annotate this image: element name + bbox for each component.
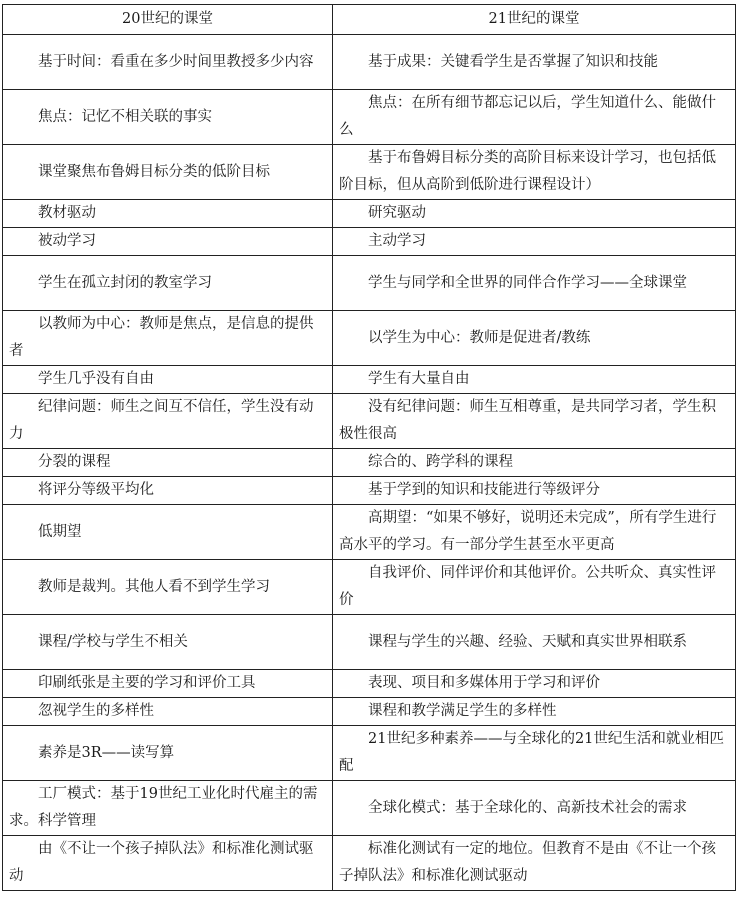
cell-20th: 素养是3R——读写算 bbox=[3, 726, 333, 781]
table-row bbox=[3, 228, 736, 256]
comparison-table bbox=[2, 4, 736, 891]
cell-21st: 没有纪律问题：师生互相尊重，是共同学习者，学生积极性很高 bbox=[333, 394, 736, 449]
table-row bbox=[3, 477, 736, 505]
table-row bbox=[3, 394, 736, 449]
cell-21st: 主动学习 bbox=[333, 228, 736, 256]
cell-20th: 学生在孤立封闭的教室学习 bbox=[3, 256, 333, 311]
table-row bbox=[3, 560, 736, 615]
cell-20th: 以教师为中心：教师是焦点，是信息的提供者 bbox=[3, 311, 333, 366]
table-row bbox=[3, 35, 736, 90]
header-20th-century: 20世纪的课堂 bbox=[3, 5, 333, 35]
cell-21st: 学生与同学和全世界的同伴合作学习——全球课堂 bbox=[333, 256, 736, 311]
cell-20th: 分裂的课程 bbox=[3, 449, 333, 477]
cell-21st: 课程和教学满足学生的多样性 bbox=[333, 698, 736, 726]
table-row bbox=[3, 145, 736, 200]
cell-21st: 研究驱动 bbox=[333, 200, 736, 228]
cell-21st: 高期望：“如果不够好，说明还未完成”，所有学生进行高水平的学习。有一部分学生甚至水平更高 bbox=[333, 505, 736, 560]
cell-21st: 基于成果：关键看学生是否掌握了知识和技能 bbox=[333, 35, 736, 90]
table-row bbox=[3, 726, 736, 781]
table-row bbox=[3, 615, 736, 670]
cell-21st: 表现、项目和多媒体用于学习和评价 bbox=[333, 670, 736, 698]
cell-20th: 学生几乎没有自由 bbox=[3, 366, 333, 394]
table-row bbox=[3, 836, 736, 891]
cell-20th: 焦点：记忆不相关联的事实 bbox=[3, 90, 333, 145]
cell-20th: 教材驱动 bbox=[3, 200, 333, 228]
cell-21st: 课程与学生的兴趣、经验、天赋和真实世界相联系 bbox=[333, 615, 736, 670]
table-row bbox=[3, 311, 736, 366]
cell-21st: 自我评价、同伴评价和其他评价。公共听众、真实性评价 bbox=[333, 560, 736, 615]
cell-20th: 由《不让一个孩子掉队法》和标准化测试驱动 bbox=[3, 836, 333, 891]
cell-21st: 学生有大量自由 bbox=[333, 366, 736, 394]
cell-20th: 基于时间：看重在多少时间里教授多少内容 bbox=[3, 35, 333, 90]
cell-20th: 低期望 bbox=[3, 505, 333, 560]
cell-20th: 被动学习 bbox=[3, 228, 333, 256]
cell-20th: 课程/学校与学生不相关 bbox=[3, 615, 333, 670]
cell-20th: 工厂模式：基于19世纪工业化时代雇主的需求。科学管理 bbox=[3, 781, 333, 836]
cell-20th: 纪律问题：师生之间互不信任，学生没有动力 bbox=[3, 394, 333, 449]
table-row bbox=[3, 256, 736, 311]
table-row bbox=[3, 366, 736, 394]
table-row bbox=[3, 698, 736, 726]
table-row bbox=[3, 90, 736, 145]
cell-21st: 21世纪多种素养——与全球化的21世纪生活和就业相匹配 bbox=[333, 726, 736, 781]
header-21st-century: 21世纪的课堂 bbox=[333, 5, 736, 35]
table-row bbox=[3, 670, 736, 698]
table-row bbox=[3, 505, 736, 560]
header-row bbox=[3, 5, 736, 35]
cell-21st: 综合的、跨学科的课程 bbox=[333, 449, 736, 477]
cell-20th: 印刷纸张是主要的学习和评价工具 bbox=[3, 670, 333, 698]
cell-20th: 忽视学生的多样性 bbox=[3, 698, 333, 726]
cell-20th: 教师是裁判。其他人看不到学生学习 bbox=[3, 560, 333, 615]
cell-20th: 将评分等级平均化 bbox=[3, 477, 333, 505]
table-row bbox=[3, 200, 736, 228]
cell-21st: 标准化测试有一定的地位。但教育不是由《不让一个孩子掉队法》和标准化测试驱动 bbox=[333, 836, 736, 891]
cell-20th: 课堂聚焦布鲁姆目标分类的低阶目标 bbox=[3, 145, 333, 200]
table-row bbox=[3, 449, 736, 477]
cell-21st: 基于学到的知识和技能进行等级评分 bbox=[333, 477, 736, 505]
table-row bbox=[3, 781, 736, 836]
cell-21st: 基于布鲁姆目标分类的高阶目标来设计学习，也包括低阶目标，但从高阶到低阶进行课程设计） bbox=[333, 145, 736, 200]
cell-21st: 以学生为中心：教师是促进者/教练 bbox=[333, 311, 736, 366]
cell-21st: 焦点：在所有细节都忘记以后，学生知道什么、能做什么 bbox=[333, 90, 736, 145]
cell-21st: 全球化模式：基于全球化的、高新技术社会的需求 bbox=[333, 781, 736, 836]
